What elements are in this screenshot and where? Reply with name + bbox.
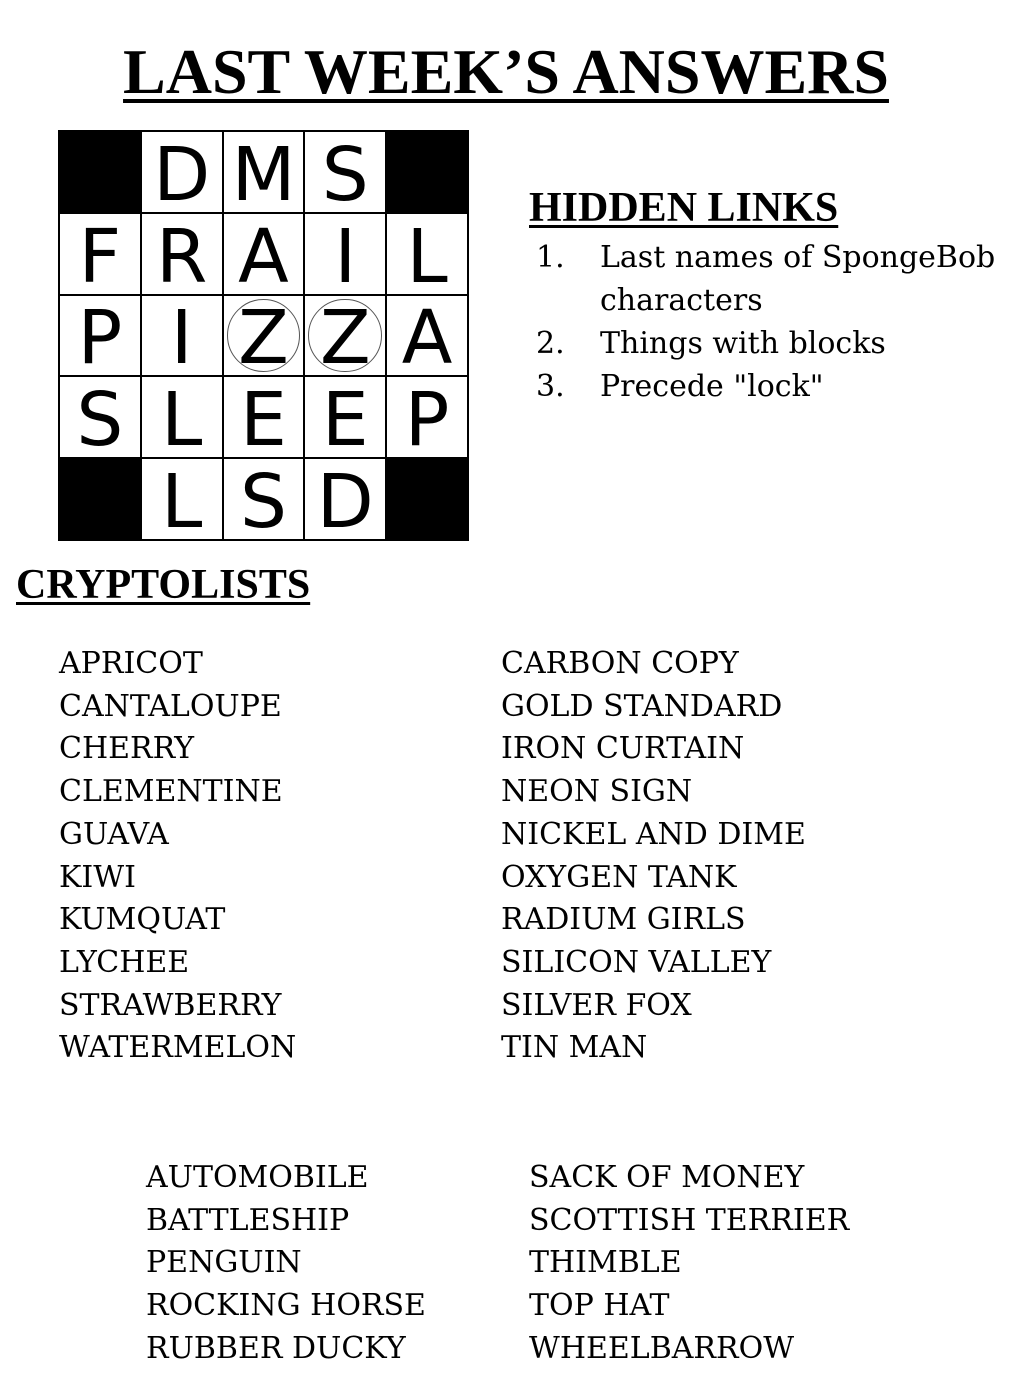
cryptolist-answer: SILVER FOX: [501, 987, 692, 1023]
cryptolist-answer: KIWI: [59, 859, 136, 895]
grid-cell: [142, 132, 222, 212]
grid-letter: E: [321, 377, 369, 458]
cryptolist-answer: CHERRY: [59, 731, 195, 767]
hidden-link-item: [536, 236, 1006, 322]
grid-cell: [60, 296, 140, 376]
page-title-text: LAST WEEK’S ANSWERS: [123, 36, 889, 107]
grid-letter: S: [76, 377, 124, 458]
grid-letter: L: [406, 213, 448, 294]
cryptolist-answer: TIN MAN: [501, 1030, 648, 1066]
hidden-link-text: Last names of SpongeBob characters: [600, 240, 996, 318]
hidden-link-number: 3.: [536, 369, 565, 404]
cryptolist-answer: GOLD STANDARD: [501, 688, 783, 724]
grid-cell: [224, 214, 304, 294]
grid-cell: [305, 296, 385, 376]
grid-cell: [387, 377, 467, 457]
grid-cell: [224, 377, 304, 457]
cryptolist-tokens-right: [529, 1157, 849, 1371]
cryptolist-answer: RADIUM GIRLS: [501, 902, 746, 938]
grid-cell: [305, 459, 385, 539]
grid-cell: [224, 132, 304, 212]
cryptolist-answer: ROCKING HORSE: [146, 1288, 426, 1324]
cryptolist-answer: KUMQUAT: [59, 902, 226, 938]
hidden-link-item: [536, 365, 1006, 408]
grid-letter: P: [77, 295, 123, 376]
grid-letter: S: [240, 459, 287, 539]
grid-cell: [142, 377, 222, 457]
grid-cell: [305, 377, 385, 457]
cryptolist-answer: WHEELBARROW: [529, 1330, 795, 1366]
cryptolist-answer: AUTOMOBILE: [146, 1160, 369, 1195]
grid-letter: F: [78, 213, 122, 294]
grid-letter: E: [240, 377, 287, 458]
grid-letter: A: [238, 213, 289, 294]
cryptolist-answer: BATTLESHIP: [146, 1202, 350, 1238]
cryptolist-answer: IRON CURTAIN: [501, 731, 745, 767]
cryptolist-fruits: [59, 643, 296, 1070]
hidden-link-item: [536, 322, 1006, 365]
cryptolist-answer: SILICON VALLEY: [501, 944, 772, 980]
hidden-link-number: 2.: [536, 326, 565, 361]
grid-cell: [60, 377, 140, 457]
cryptolist-answer: STRAWBERRY: [59, 987, 282, 1023]
hidden-links-heading: HIDDEN LINKS: [529, 185, 839, 231]
cryptolist-answer: APRICOT: [59, 646, 203, 681]
grid-letter: A: [401, 295, 453, 376]
cryptolist-tokens-left: [146, 1157, 426, 1371]
grid-black-cell: [60, 459, 140, 539]
cryptolist-answer: CANTALOUPE: [59, 688, 282, 724]
grid-black-cell: [387, 459, 467, 539]
cryptolist-answer: RUBBER DUCKY: [146, 1330, 406, 1366]
cryptolist-answer: SCOTTISH TERRIER: [529, 1202, 850, 1238]
cryptolist-answer: CLEMENTINE: [59, 774, 283, 810]
grid-letter: L: [161, 377, 203, 458]
grid-cell: [305, 132, 385, 212]
hidden-link-number: 1.: [536, 240, 565, 275]
grid-black-cell: [60, 132, 140, 212]
cryptolist-answer: PENGUIN: [146, 1245, 302, 1281]
cryptolists-heading: CRYPTOLISTS: [16, 562, 311, 608]
grid-letter: D: [153, 132, 211, 212]
grid-letter: P: [404, 377, 450, 458]
grid-cell: [224, 459, 304, 539]
grid-letter: I: [334, 213, 357, 294]
grid-cell: [142, 296, 222, 376]
grid-letter: M: [231, 132, 296, 212]
cryptolist-answer: NEON SIGN: [501, 774, 693, 810]
cryptolist-answer: WATERMELON: [59, 1030, 297, 1066]
crossword-grid: [58, 130, 469, 541]
hidden-link-text: Precede "lock": [600, 369, 824, 404]
grid-letter: I: [170, 295, 193, 376]
grid-letter: S: [321, 132, 369, 212]
hidden-link-text: Things with blocks: [600, 326, 886, 361]
grid-cell: [387, 296, 467, 376]
grid-letter: Z: [238, 295, 289, 376]
grid-letter: L: [161, 459, 203, 539]
cryptolist-answer: CARBON COPY: [501, 646, 739, 681]
grid-letter: D: [316, 459, 374, 539]
grid-cell: [142, 214, 222, 294]
grid-cell: [60, 214, 140, 294]
hidden-links-list: [536, 236, 1006, 408]
grid-cell: [387, 214, 467, 294]
cryptolist-answer: NICKEL AND DIME: [501, 816, 806, 852]
cryptolist-answer: THIMBLE: [529, 1245, 682, 1281]
grid-letter: R: [155, 213, 208, 294]
grid-cell: [224, 296, 304, 376]
cryptolist-answer: GUAVA: [59, 816, 169, 852]
cryptolist-answer: TOP HAT: [529, 1288, 670, 1324]
grid-letter: Z: [319, 295, 371, 376]
grid-black-cell: [387, 132, 467, 212]
cryptolist-answer: LYCHEE: [59, 944, 190, 980]
grid-cell: [142, 459, 222, 539]
page-title: [0, 30, 1012, 114]
grid-cell: [305, 214, 385, 294]
cryptolist-answer: OXYGEN TANK: [501, 859, 737, 895]
cryptolist-answer: SACK OF MONEY: [529, 1160, 805, 1195]
cryptolist-elements: [501, 643, 806, 1070]
